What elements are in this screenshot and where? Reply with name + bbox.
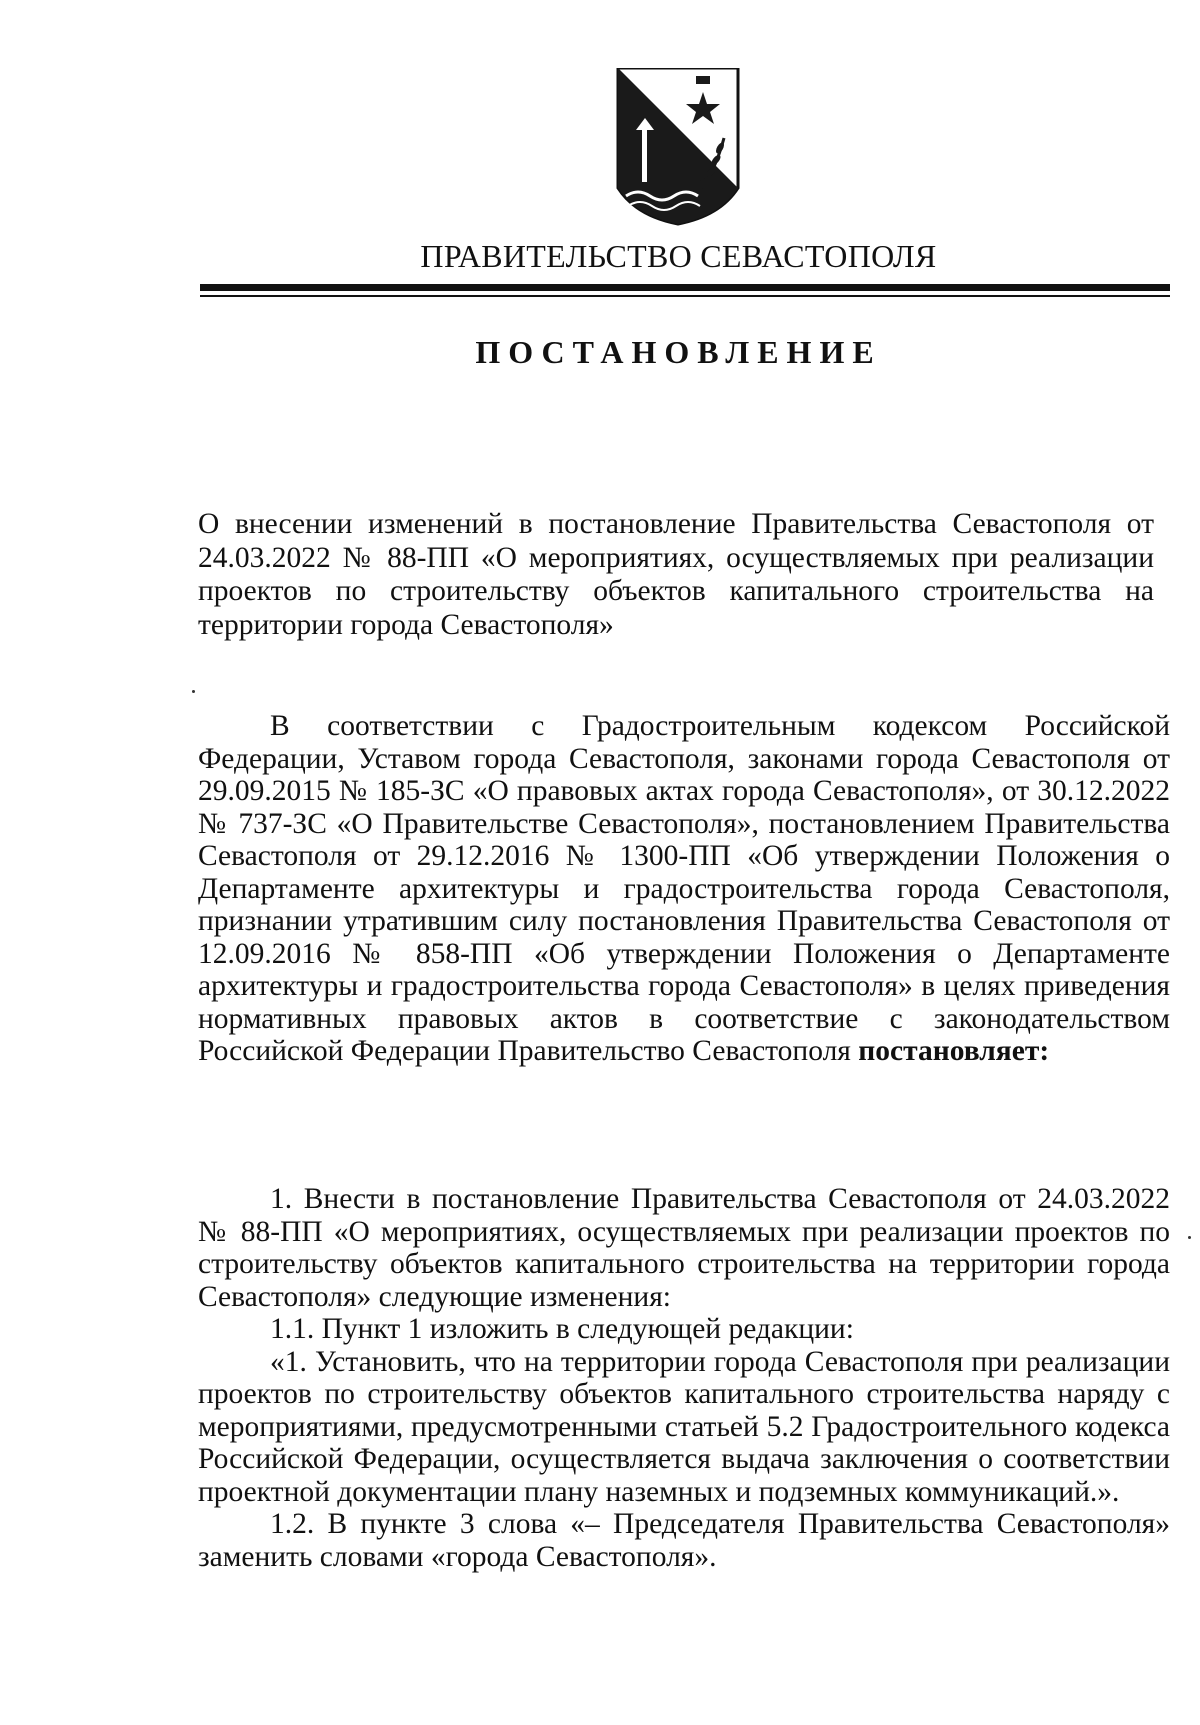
item-1-1: 1.1. Пункт 1 изложить в следующей редакции: <box>270 1313 854 1345</box>
preamble-text: В соответствии с Градостроительным кодексом Российской Федерации, Уставом города Севастополя, законами города Севастополя от 29.09.2015 № 185-ЗС «О правовых актах города Севастополя», от 30.12.2022 № 737-ЗС «О Правительстве Севастополя», постановлением Правительства Севастополя от 29.12.2016 № 1300-ПП «Об утверждении Положения о Департаменте архитектуры и градостроительства города Севастополя, признании утратившим силу постановления Правительства Севастополя от 12.09.2016 № 858-ПП «Об утверждении Положения о Департаменте архитектуры и градостроительства города Севастополя» в целях приведения нормативных правовых актов в соответствие с законодательством Российской Федерации Правительство Севастополя <box>198 710 1170 1067</box>
preamble-paragraph <box>198 710 1170 1068</box>
resolves-keyword: постановляет: <box>858 1035 1050 1067</box>
document-type-title: ПОСТАНОВЛЕНИЕ <box>475 334 882 370</box>
header-rule-thin <box>200 295 1170 297</box>
item-1-1-text: «1. Установить, что на территории города Севастополя при реализации проектов по строительству объектов капитального строительства наряду с мероприятиями, предусмотренными статьей 5.2 Градостроительного кодекса Российской Федерации, осуществляется выдача заключения о соответствии проектной документации плану наземных и подземных коммуникаций.». <box>198 1345 1170 1508</box>
government-name: ПРАВИТЕЛЬСТВО СЕВАСТОПОЛЯ <box>420 238 937 274</box>
resolution-items <box>198 1183 1170 1573</box>
header-rule-thick <box>200 284 1170 291</box>
scan-speck <box>192 690 195 693</box>
document-subject: О внесении изменений в постановление Правительства Севастополя от 24.03.2022 № 88-ПП «О мероприятиях, осуществляемых при реализации проектов по строительству объектов капитального строительства на территории города Севастополя» <box>198 508 1154 641</box>
scan-speck <box>1188 1236 1191 1239</box>
item-1: 1. Внести в постановление Правительства Севастополя от 24.03.2022 № 88-ПП «О мероприятиях, осуществляемых при реализации проектов по строительству объектов капитального строительства на территории города Севастополя» следующие изменения: <box>198 1183 1170 1313</box>
coat-of-arms-icon <box>616 68 740 226</box>
item-1-2: 1.2. В пункте 3 слова «– Председателя Правительства Севастополя» заменить словами «города Севастополя». <box>198 1508 1170 1573</box>
